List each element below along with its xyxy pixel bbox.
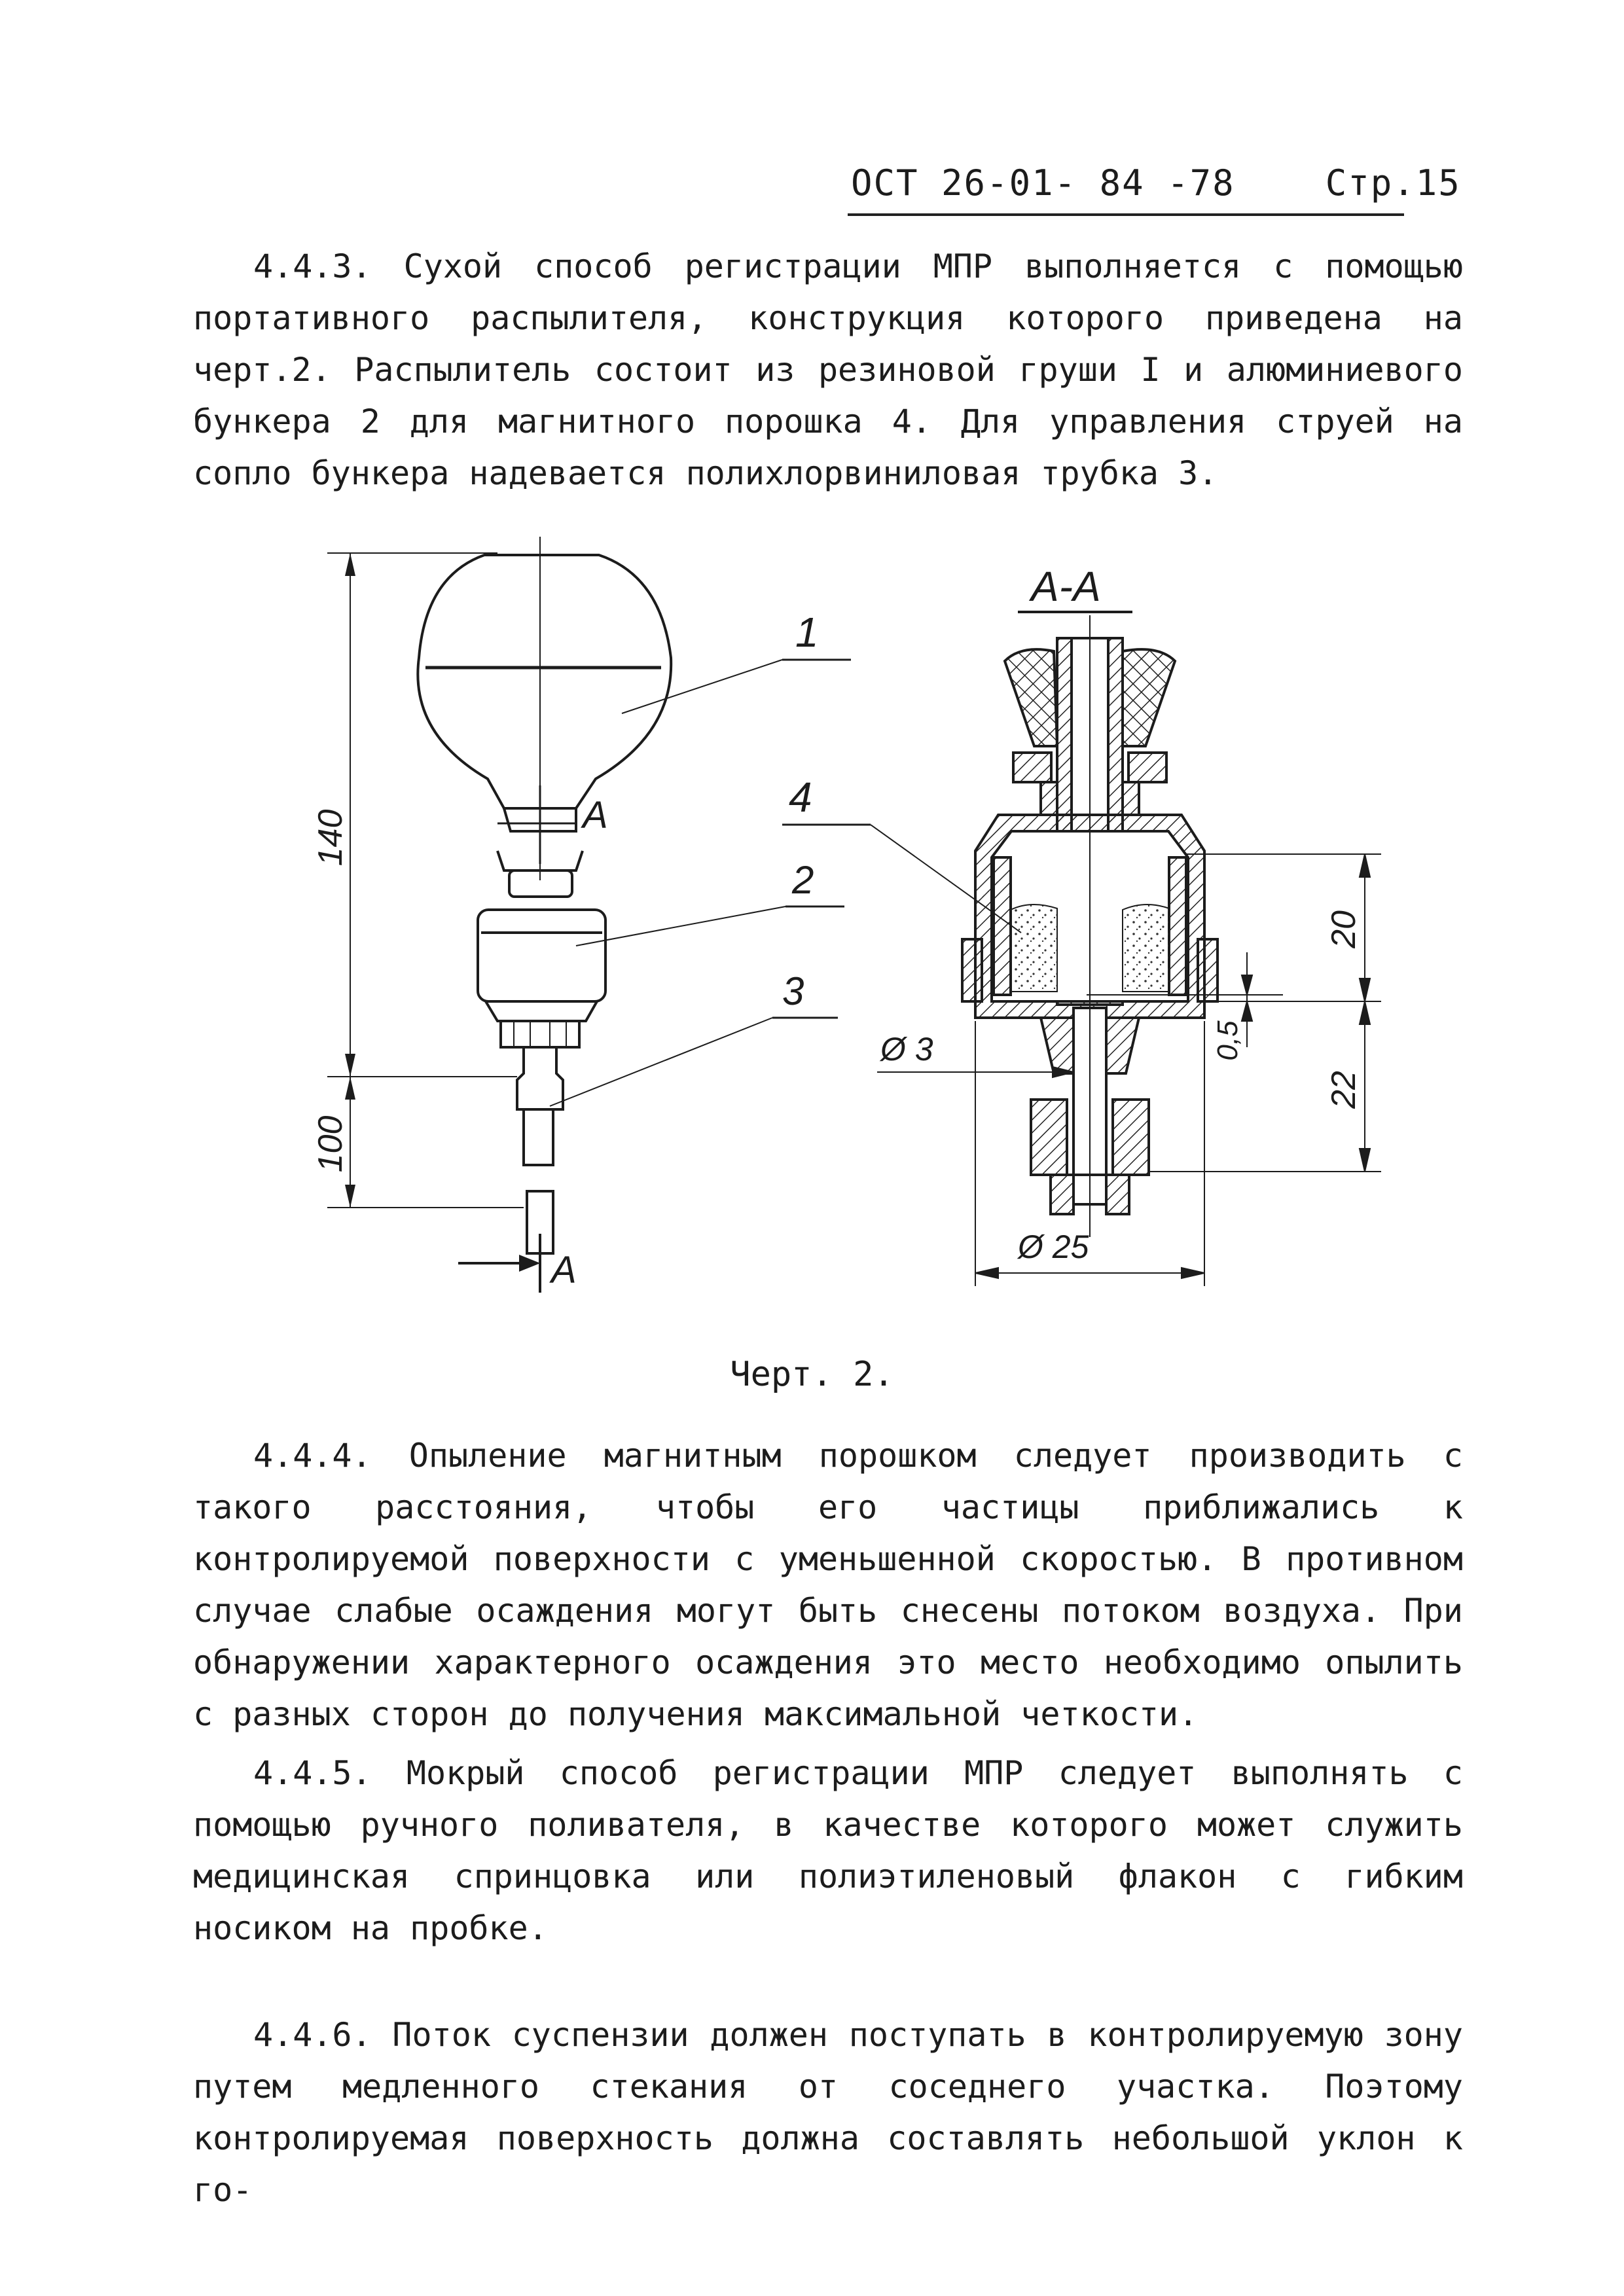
dimension-22-label: 22 (1325, 1071, 1363, 1109)
paragraph-text: Сухой способ регистрации МПР выполняется с помощью портативного распылителя, конструкция которого приведена на черт.2. Распылитель состоит из резиновой груши I и алюминиевого бункера 2 для магнитного порошка 4. Для управления струей на сопло бункера надевается полихлорвиниловая трубка 3. (193, 247, 1463, 492)
paragraph-number: 4.4.4. (253, 1437, 372, 1475)
dimension-d3-label: Ø 3 (880, 1031, 933, 1067)
paragraph-4-4-4 (193, 1430, 1463, 1740)
pvc-tube-section-right (1113, 1100, 1149, 1175)
paragraph-text: Мокрый способ регистрации МПР следует выполнять с помощью ручного поливателя, в качестве которого может служить медицинская спринцовка или полиэтиленовый флакон с гибким носиком на пробке. (193, 1754, 1463, 1947)
dimension-20-label: 20 (1325, 910, 1363, 948)
dimension-140-label: 140 (312, 809, 350, 867)
paragraph-number: 4.4.6. (253, 2016, 372, 2054)
pvc-tube (524, 1109, 553, 1165)
bunker-body (478, 910, 605, 1001)
paragraph-text: Поток суспензии должен поступать в контролируемую зону путем медленного стекания от соседнего участка. Поэтому контролируемая поверхность должна составлять небольшой уклон к го- (193, 2016, 1463, 2209)
callout-1: 1 (795, 609, 819, 656)
dimension-d25-label: Ø 25 (1018, 1229, 1089, 1265)
callout-2: 2 (792, 858, 814, 902)
section-mark-lower: А (551, 1249, 577, 1291)
callout-2-leader (576, 906, 785, 946)
pvc-tube-section-left (1031, 1100, 1067, 1175)
paragraph-number: 4.4.3. (253, 247, 372, 285)
callout-3-leader (550, 1018, 772, 1106)
nozzle (517, 1047, 563, 1109)
section-title: А-А (1031, 563, 1101, 610)
callout-3: 3 (782, 969, 804, 1013)
callout-4: 4 (789, 774, 812, 821)
section-mark-upper: А (583, 794, 608, 836)
bulb-section (1005, 649, 1057, 746)
document-designation: ОСТ 26-01- 84 -78 (851, 162, 1235, 204)
dimension-100-label: 100 (312, 1115, 350, 1173)
paragraph-number: 4.4.5. (253, 1754, 372, 1792)
page-number: Стр.15 (1325, 162, 1461, 204)
rubber-bulb (418, 555, 671, 808)
sprayer-side-view (327, 537, 851, 1293)
figure-caption: Черт. 2. (730, 1355, 894, 1394)
paragraph-4-4-6 (193, 2009, 1463, 2216)
magnetic-powder (1011, 905, 1057, 992)
paragraph-text: Опыление магнитным порошком следует производить с такого расстояния, чтобы его частицы приближались к контролируемой поверхности с уменьшенной скоростью. В противном случае слабые осаждения могут быть снесены потоком воздуха. При обнаружении характерного осаждения это место необходимо опылить с разных сторон до получения максимальной четкости. (193, 1437, 1464, 1733)
dimension-0-5-label: 0,5 (1212, 1020, 1244, 1061)
paragraph-4-4-5 (193, 1748, 1463, 1954)
